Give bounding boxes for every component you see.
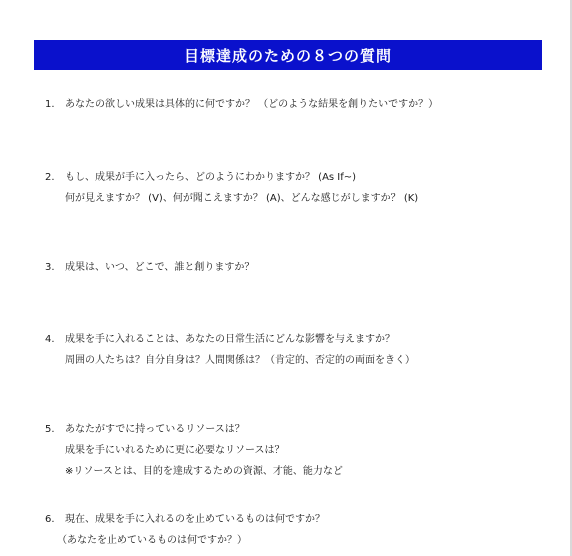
question-note: ※リソースとは、目的を達成するための資源、才能、能力など — [65, 466, 343, 477]
question-line — [45, 419, 343, 440]
question-line — [45, 167, 418, 188]
question-number: 3. — [45, 262, 55, 273]
question-line — [45, 329, 415, 350]
question-text: もし、成果が手に入ったら、どのようにわかりますか？ (As If~) — [65, 172, 357, 183]
question-number: 5. — [45, 424, 55, 435]
question-text: あなたの欲しい成果は具体的に何ですか？ （どのような結果を創りたいですか？） — [65, 99, 439, 110]
question-1 — [45, 94, 438, 115]
page-title: 目標達成のための８つの質問 — [183, 46, 392, 65]
question-subline: 周囲の人たちは？自分自身は？人間関係は？（肯定的、否定的の両面をきく） — [65, 355, 415, 366]
question-2 — [45, 167, 418, 209]
question-subline: （あなたを止めているものは何ですか？） — [57, 535, 247, 546]
question-5 — [45, 419, 343, 482]
question-6 — [45, 509, 325, 551]
question-line — [45, 94, 438, 115]
question-number: 6. — [45, 514, 55, 525]
question-text: あなたがすでに持っているリソースは？ — [65, 424, 245, 435]
title-banner — [34, 40, 542, 70]
question-text: 現在、成果を手に入れるのを止めているものは何ですか？ — [65, 514, 325, 525]
question-line — [45, 257, 254, 278]
question-number: 2. — [45, 172, 55, 183]
question-line — [45, 509, 325, 530]
question-subline: 成果を手にいれるために更に必要なリソースは？ — [65, 445, 285, 456]
question-4 — [45, 329, 415, 371]
question-number: 4. — [45, 334, 55, 345]
question-number: 1. — [45, 99, 55, 110]
question-3 — [45, 257, 254, 278]
question-subline: 何が見えますか？ (V)、何が聞こえますか？ (A)、どんな感じがしますか？ (K) — [65, 193, 419, 204]
question-text: 成果を手に入れることは、あなたの日常生活にどんな影響を与えますか？ — [65, 334, 395, 345]
question-text: 成果は、いつ、どこで、誰と創りますか？ — [65, 262, 255, 273]
